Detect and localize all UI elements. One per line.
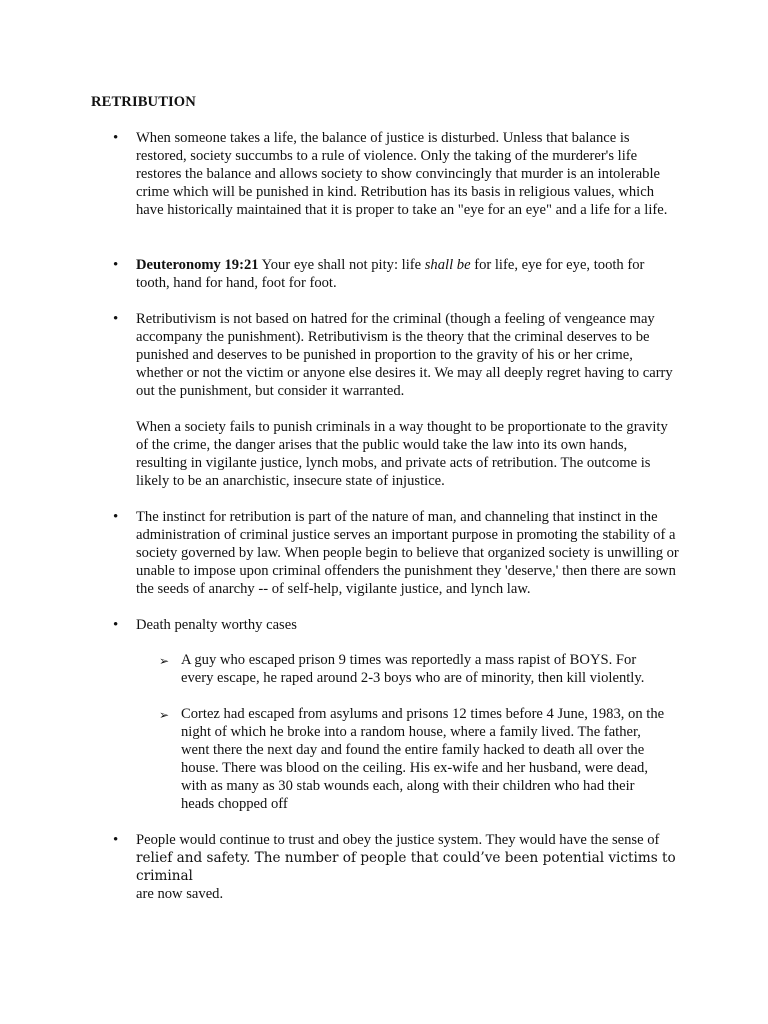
list-item-text [136,508,681,598]
paragraph: When someone takes a life, the balance of justice is disturbed. Unless that balance is restored, society succumbs to a rule of violence. Only the taking of the murderer's life restores the balance and allows society to show convincingly that murder is an intolerable crime which will be punished in kind. Retribution has its basis in religious values, which have historically maintained that it is proper to take an "eye for an eye" and a life for a life. [136,130,668,218]
list-item-text [136,256,681,292]
paragraph: The instinct for retribution is part of the nature of man, and channeling that instinct in the administration of criminal justice serves an important purpose in promoting the stability of a society governed by law. When people begin to believe that organized society is unwilling or unable to impose upon criminal offenders the punishment they 'deserve,' then there are sown the seeds of anarchy -- of self-help, vigilante justice, and lynch law. [136,509,679,597]
arrow-bullet-icon: ➢ [159,708,170,722]
list-item-text [136,616,681,634]
list-item-text [136,129,681,219]
bullet-icon: • [113,509,119,525]
paragraph: Retributivism is not based on hatred for the criminal (though a feeling of vengeance may accompany the punishment). Retributivism is the theory that the criminal deserves to be punished and deserves to be punished in proportion to the gravity of his or her crime, whether or not the victim or anyone else desires it. We may all deeply regret having to carry out the punishment, but consider it warranted. [136,311,673,399]
text-line: relief and safety. The number of people that could’ve been potential victims to criminal [136,850,676,884]
text-line: are now saved. [136,886,224,902]
bullet-icon: • [113,617,119,633]
scripture-text-end: for life, eye for eye, tooth for tooth, hand for hand, foot for foot. [136,257,645,291]
bullet-icon: • [113,311,119,327]
scripture-emphasis: shall be [424,257,471,273]
sub-list-item-text: Cortez had escaped from asylums and prisons 12 times before 4 June, 1983, on the night of which he broke into a random house, where a family lived. The father, went there the next day and found the entire family hacked to death all over the house. There was blood on the ceiling. His ex-wife and her husband, were dead, with as many as 30 stab wounds each, along with their children who had their heads chopped off [181,706,665,812]
scripture-reference: Deuteronomy 19:21 [136,257,259,273]
list-item-text [136,831,696,903]
document-title: RETRIBUTION [91,94,196,110]
bullet-icon: • [113,832,119,848]
paragraph: Death penalty worthy cases [136,617,297,633]
paragraph: When a society fails to punish criminals in a way thought to be proportionate to the gravity of the crime, the danger arises that the public would take the law into its own hands, resulting in vigilante justice, lynch mobs, and private acts of retribution. The outcome is likely to be an anarchistic, insecure state of injustice. [136,419,668,489]
paragraph [136,256,681,292]
bullet-icon: • [113,130,119,146]
scripture-text: Your eye shall not pity: life [258,257,425,273]
text-line: People would continue to trust and obey the justice system. They would have the sense of [136,832,660,848]
bullet-icon: • [113,257,119,273]
sub-list-item-text: A guy who escaped prison 9 times was reportedly a mass rapist of BOYS. For every escape, he raped around 2-3 boys who are of minority, then kill violently. [181,652,645,686]
list-item-text [136,310,681,490]
arrow-bullet-icon: ➢ [159,654,170,668]
